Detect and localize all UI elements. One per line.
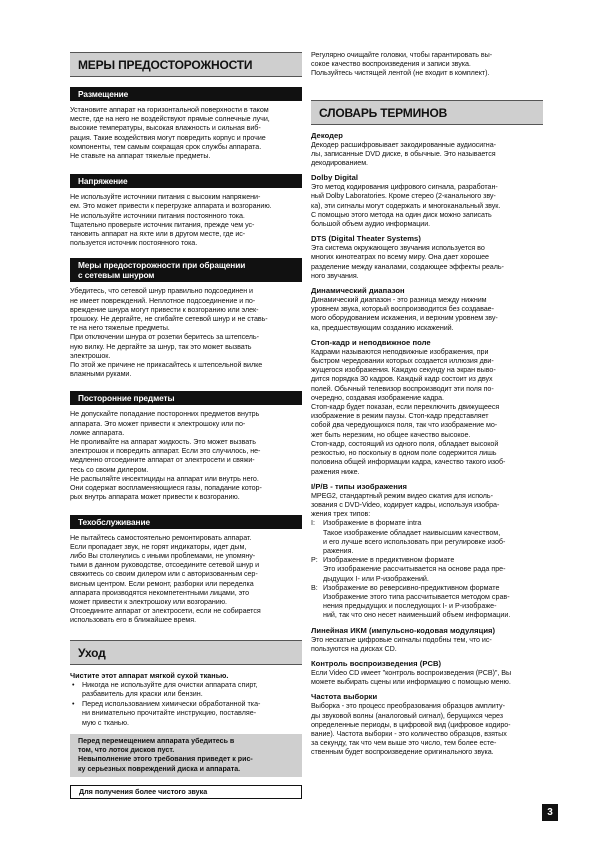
right-column bbox=[311, 51, 543, 758]
text-line: ка, предшествующим созданию искажений. bbox=[311, 323, 454, 332]
text-line: Невыполнение этого требования приведет к рис- bbox=[78, 755, 253, 764]
term-heading: Динамический диапазон bbox=[311, 286, 405, 296]
text-line: ражения ниже. bbox=[311, 467, 360, 476]
bullet-mark: • bbox=[72, 680, 75, 689]
glossary-term bbox=[311, 338, 543, 477]
text-line: зования с DVD-Video, кодирует кадры, используя изобра- bbox=[311, 500, 500, 509]
term-text bbox=[311, 183, 543, 229]
text-line: рация. Такие воздействия могут повредить корпус и прочие bbox=[70, 133, 266, 142]
foreign-objects-title: Посторонние предметы bbox=[70, 391, 302, 405]
text-line: Перед перемещением аппарата убедитесь в bbox=[78, 736, 235, 745]
text-line: ни внимательно прочитайте инструкцию, поставляе- bbox=[82, 709, 257, 718]
text-line: Декодер расшифровывает закодированные аудиосигна- bbox=[311, 140, 496, 149]
bullet-mark: • bbox=[72, 700, 75, 709]
cord-text bbox=[70, 287, 302, 379]
text-line: можете выбирать сцены или информацию с помощью меню. bbox=[311, 678, 511, 687]
term-text bbox=[311, 492, 543, 520]
text-line: декодированием. bbox=[311, 159, 368, 168]
item-text bbox=[311, 529, 543, 557]
text-line: многих кинотеатрах по всему миру. Она дает хорошее bbox=[311, 253, 489, 262]
text-line: Стоп-кадр будет показан, если переключить движущееся bbox=[311, 403, 500, 412]
voltage-text bbox=[70, 193, 302, 248]
text-line: свяжитесь со своим дилером или с авторизованным сер- bbox=[70, 570, 258, 579]
glossary-term bbox=[311, 626, 543, 654]
text-line: за секунду, так что чем выше это число, тем более есте- bbox=[311, 739, 497, 748]
text-line: не имеет повреждений. Неплотное подсоединение и по- bbox=[70, 296, 256, 305]
text-line: лы, записанные DVD диске, в обычные. Это называется bbox=[311, 149, 496, 158]
text-line: пользуются на дисках CD. bbox=[311, 644, 397, 653]
text-line: очередно, создавая изображение кадра. bbox=[311, 393, 444, 402]
text-line: аппарата. Это может привести к электрошоку или по- bbox=[70, 419, 246, 428]
glossary-term bbox=[311, 234, 543, 281]
glossary-term bbox=[311, 173, 543, 229]
glossary-term bbox=[311, 692, 543, 757]
text-line: разбавитель для краски или бензин. bbox=[82, 689, 203, 698]
term-text bbox=[311, 244, 543, 281]
maintenance-text bbox=[70, 534, 302, 626]
term-heading: Декодер bbox=[311, 130, 343, 140]
disc-tray-warning bbox=[70, 734, 302, 777]
text-line: вание). Частота выборки - это количество образцов, взятых bbox=[311, 729, 507, 738]
text-line: Никогда не используйте для очистки аппарата спирт, bbox=[82, 680, 258, 689]
text-line: ломке аппарата. bbox=[70, 428, 125, 437]
term-text bbox=[311, 636, 543, 654]
text-line: изображение в режим паузы. Стоп-кадр представляет bbox=[311, 412, 489, 421]
cord-title-line: Меры предосторожности при обращении bbox=[78, 260, 246, 271]
list-item bbox=[311, 584, 543, 593]
text-line: трошоку. Не дергайте, не сгибайте сетевой шнур и не ставь- bbox=[70, 315, 268, 324]
text-line: Отсоедините аппарат от электросети, если не собирается bbox=[70, 607, 261, 616]
item-title: Изображение в предиктивном формате bbox=[323, 556, 455, 565]
text-line: Если пропадает звук, не горят индикаторы, идет дым, bbox=[70, 542, 247, 551]
text-line: уровнем звука, который воспроизводится без создавае- bbox=[311, 305, 494, 314]
text-line: сокое качество воспроизведения и записи звука. bbox=[311, 60, 471, 69]
text-line: те на него тяжелые предметы. bbox=[70, 324, 170, 333]
glossary-term-ipb bbox=[311, 482, 543, 621]
text-line: Это нескатые цифровые сигналы подобны тем, что ис- bbox=[311, 635, 492, 644]
text-line: электрошок. bbox=[70, 351, 111, 360]
text-line: разделение между каналами, создающее эффекты реаль- bbox=[311, 262, 504, 271]
text-line: Не проливайте на аппарат жидкость. Это может вызвать bbox=[70, 438, 256, 447]
text-line: влажными руками. bbox=[70, 370, 132, 379]
picture-type-list bbox=[311, 519, 543, 620]
placement-text bbox=[70, 106, 302, 161]
maintenance-title: Техобслуживание bbox=[70, 515, 302, 529]
text-line: Не пытайтесь самостоятельно ремонтировать аппарат. bbox=[70, 533, 252, 542]
text-line: ный Dolby Laboratories. Кроме стерео (2-канального зву- bbox=[311, 192, 496, 201]
term-text bbox=[311, 141, 543, 169]
glossary-term bbox=[311, 286, 543, 333]
term-heading: Линейная ИКМ (импульсно-кодовая модуляция) bbox=[311, 625, 496, 635]
term-text bbox=[311, 296, 543, 333]
glossary-term bbox=[311, 659, 543, 687]
text-line: собой два чередующихся поля, так что изображение мо- bbox=[311, 421, 498, 430]
text-line: использовать его в ближайшее время. bbox=[70, 616, 197, 625]
term-text bbox=[311, 669, 543, 687]
text-line: Пользуйтесь чистящей лентой (не входит в комплект). bbox=[311, 69, 490, 78]
term-text bbox=[311, 702, 543, 757]
term-text bbox=[311, 348, 543, 477]
care-title: Уход bbox=[70, 640, 302, 665]
care-bullets bbox=[70, 681, 302, 728]
text-line: месте, где на него не воздействуют прямые солнечные лучи, bbox=[70, 115, 270, 124]
term-heading: Контроль воспроизведения (PCB) bbox=[311, 658, 442, 668]
foreign-objects-text bbox=[70, 410, 302, 502]
text-line: ды звуковой волны (аналоговый сигнал), берущихся через bbox=[311, 711, 504, 720]
text-line: Не ставьте на аппарат тяжелые предметы. bbox=[70, 152, 211, 161]
text-line: Они содержат воспламеняющиеся газы, попадание котор- bbox=[70, 484, 262, 493]
term-heading: I/P/B - типы изображения bbox=[311, 481, 408, 491]
text-line: Кадрами называются неподвижные изображения, при bbox=[311, 347, 489, 356]
text-line: Регулярно очищайте головки, чтобы гарантировать вы- bbox=[311, 51, 493, 59]
text-line: Если Video CD имеет "контроль воспроизведения (PCB)", Вы bbox=[311, 668, 512, 677]
list-item bbox=[311, 556, 543, 565]
item-label: I: bbox=[311, 519, 315, 528]
text-line: тесь со своим дилером. bbox=[70, 465, 149, 474]
text-line: жущегося изображения. Каждую секунду на экран выво- bbox=[311, 366, 496, 375]
text-line: либо Вы столкнулись с иными проблемами, не упомяну- bbox=[70, 551, 256, 560]
text-line: Установите аппарат на горизонтальной поверхности в таком bbox=[70, 106, 269, 114]
text-line: Не используйте источники питания с высоким напряжени- bbox=[70, 193, 261, 202]
text-line: мую с тканью. bbox=[82, 718, 129, 727]
text-line: Изображение этого типа рассчитывается методом срав- bbox=[323, 592, 510, 601]
text-line: резкостью, но поскольку в одном поле содержится лишь bbox=[311, 449, 497, 458]
text-line: мого оборудованием искажения, и верхним уровнем зву- bbox=[311, 314, 498, 323]
text-line: тановить аппарат на яхте или в другом месте, где ис- bbox=[70, 230, 246, 239]
term-heading: DTS (Digital Theater Systems) bbox=[311, 234, 421, 244]
text-line: Это изображение рассчитывается на основе рада пре- bbox=[323, 565, 506, 574]
text-line: и его лучше всего использовать при регулировке изоб- bbox=[323, 537, 506, 546]
glossary-title: СЛОВАРЬ ТЕРМИНОВ bbox=[311, 100, 543, 125]
precautions-title: МЕРЫ ПРЕДОСТОРОЖНОСТИ bbox=[70, 52, 302, 77]
text-line: С помощью этого метода на один диск можно записать bbox=[311, 210, 492, 219]
text-line: ного звучания. bbox=[311, 271, 359, 280]
text-line: определенные периоды, в цифровой вид (цифровое кодиро- bbox=[311, 720, 511, 729]
text-line: Не распыляйте инсектициды на аппарат или внутрь него. bbox=[70, 474, 259, 483]
care-lead: Чистите этот аппарат мягкой сухой тканью. bbox=[70, 670, 229, 680]
page-number: 3 bbox=[542, 804, 558, 821]
text-line: ка), эти сигналы могут содержать и многоканальный звук. bbox=[311, 201, 501, 210]
text-line: MPEG2, стандартный режим видео сжатия для исполь- bbox=[311, 491, 493, 500]
list-item bbox=[72, 680, 302, 699]
text-line: тыми в данном руководстве, отсоедините сетевой шнур и bbox=[70, 561, 260, 570]
text-line: полей. Обычный телевизор воспроизводит эти поля по- bbox=[311, 384, 494, 393]
term-heading: Частота выборки bbox=[311, 692, 378, 702]
text-line: При отключении шнура от розетки беритесь за штепсель- bbox=[70, 333, 259, 342]
list-item bbox=[72, 700, 302, 728]
cord-title bbox=[70, 258, 302, 282]
list-item bbox=[311, 519, 543, 528]
text-line: быстром чередовании которых создается иллюзия дви- bbox=[311, 357, 494, 366]
text-line: может привести к электрошоку или возгоранию. bbox=[70, 597, 227, 606]
text-line: Такое изображение обладает наивысшим качеством, bbox=[323, 528, 501, 537]
text-line: вреждение шнура могут привести к возгоранию или элек- bbox=[70, 305, 259, 314]
text-line: ражения. bbox=[323, 546, 354, 555]
text-line: Эта система окружающего звучания используется во bbox=[311, 244, 485, 253]
text-line: нения предыдущих и последующих I- и P-изображе- bbox=[323, 602, 497, 611]
text-line: висным центром. Если ремонт, разборки или переделка bbox=[70, 579, 254, 588]
text-line: По этой же причине не прикасайтесь к штепсельной вилке bbox=[70, 361, 263, 370]
clean-sound-heading: Для получения более чистого звука bbox=[70, 785, 302, 799]
text-line: дыдущих I- или P-изображений. bbox=[323, 574, 429, 583]
text-line: Динамический диапазон - это разница между нижним bbox=[311, 296, 487, 305]
text-line: Убедитесь, что сетевой шнур правильно подсоединен и bbox=[70, 287, 253, 296]
text-line: Тщательно проверьте источник питания, прежде чем ус- bbox=[70, 220, 255, 229]
item-title: Изображение во реверсивно-предиктивном формате bbox=[323, 583, 500, 592]
term-heading: Dolby Digital bbox=[311, 173, 359, 183]
text-line: компоненты, тем самым сокращая срок службы аппарата. bbox=[70, 142, 262, 151]
item-title: Изображение в формате intra bbox=[323, 519, 422, 528]
text-line: половина общей информации кадра, качество такого изоб- bbox=[311, 458, 506, 467]
glossary-term bbox=[311, 131, 543, 169]
text-line: Не допускайте попадание посторонних предметов внутрь bbox=[70, 410, 260, 419]
cord-title-line: с сетевым шнуром bbox=[78, 270, 155, 281]
text-line: ную вилку. Не дергайте за шнур, так это может вызвать bbox=[70, 342, 252, 351]
text-line: медленно отсоедините аппарат от электросети и свяжи- bbox=[70, 456, 255, 465]
text-line: электрошок и повредить аппарат. Если это случилось, не- bbox=[70, 447, 261, 456]
text-line: Выборка - это процесс преобразования образцов амплиту- bbox=[311, 702, 505, 711]
head-cleaning-text bbox=[311, 51, 543, 79]
text-line: ем. Это может привести к перегрузке аппарата и возгоранию. bbox=[70, 202, 272, 211]
text-line: Не используйте источники питания постоянного тока. bbox=[70, 211, 245, 220]
item-label: P: bbox=[311, 556, 318, 565]
text-line: большой объем аудио информации. bbox=[311, 220, 431, 229]
text-line: жения трех типов: bbox=[311, 510, 371, 519]
text-line: ний, так что оно несет наименьший объем информации. bbox=[323, 611, 511, 620]
text-line: аппарата производятся некомпетентными лицами, это bbox=[70, 588, 250, 597]
text-line: рых внутрь аппарата может привести к возгоранию. bbox=[70, 493, 240, 502]
text-line: том, что лоток дисков пуст. bbox=[78, 746, 175, 755]
item-text bbox=[311, 593, 543, 621]
placement-title: Размещение bbox=[70, 87, 302, 101]
item-label: B: bbox=[311, 583, 318, 592]
text-line: жет быть нерезким, но общее качество высокое. bbox=[311, 430, 471, 439]
text-line: Перед использованием химически обработанной тка- bbox=[82, 700, 261, 709]
text-line: ственным будет воспроизведение оригинального звука. bbox=[311, 748, 494, 757]
item-text bbox=[311, 565, 543, 583]
left-column bbox=[70, 52, 302, 799]
text-line: дится порядка 30 кадров. Каждый кадр состоит из двух bbox=[311, 375, 493, 384]
text-line: ку серьезных повреждений диска и аппарата. bbox=[78, 764, 241, 773]
term-heading: Стоп-кадр и неподвижное поле bbox=[311, 337, 431, 347]
text-line: Это метод кодирования цифрового сигнала, разработан- bbox=[311, 183, 498, 192]
text-line: пользуется источник постоянного тока. bbox=[70, 239, 198, 248]
voltage-title: Напряжение bbox=[70, 174, 302, 188]
text-line: Стоп-кадр, состоящий из одного поля, обладает высокой bbox=[311, 439, 499, 448]
text-line: высокие температуры, высокая влажность и сильная виб- bbox=[70, 124, 261, 133]
